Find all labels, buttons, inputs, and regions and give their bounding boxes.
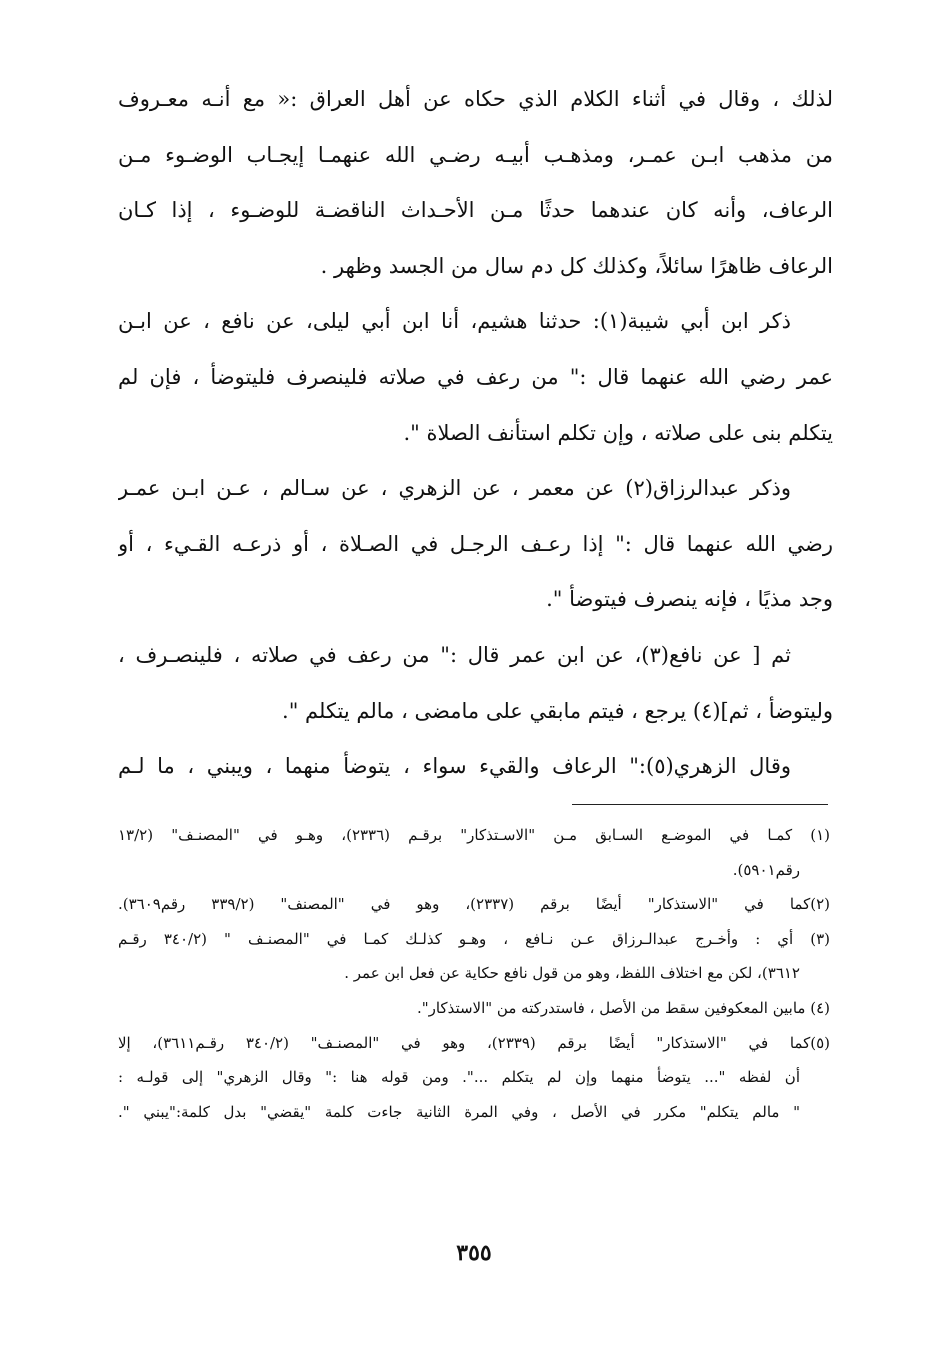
text-line: ذكر ابن أبي شيبة(١): حدثنا هشيم، أنا ابن أبي ليلى، عن نافع ، عن ابـن: [118, 309, 791, 334]
text-line: رضي الله عنهما قال :" إذا رعـف الرجـل في الصـلاة ، أو ذرعـه القـيء ، أو: [118, 531, 833, 556]
text-line: وليتوضأ ، ثم](٤) يرجع ، فيتم مابقي على مامضى ، مالم يتكلم ".: [282, 698, 833, 723]
text-line: لذلك ، وقال في أثناء الكلام الذي حكاه عن أهل العراق :« مع أنـه معـروف: [118, 87, 833, 111]
text-line: عمر رضي الله عنهما قال :" من رعف في صلاته فلينصرف فليتوضأ ، فإن لم: [118, 364, 833, 389]
footnote-line: (٤) مابين المعكوفين سقط من الأصل ، فاستدركته من "الاستذكار".: [416, 998, 830, 1017]
text-line: وقال الزهري(٥):" الرعاف والقيء سواء ، يتوضأ منهما ، ويبني ، ما لـم: [118, 754, 792, 779]
footnotes: [118, 818, 830, 1129]
footnote-line: (٢)كما في "الاستذكار" أيضًا برقم (٢٣٣٧)، وهو في "المصنف" (٣٣٩/٢ رقم٣٦٠٩).: [118, 895, 830, 914]
page-number: ٣٥٥: [456, 1240, 492, 1266]
footnote-line: " مالم يتكلم" مكرر في الأصل ، وفي المرة الثانية جاءت كلمة "يقضي" بدل كلمة:"يبني ".: [118, 1102, 800, 1121]
footnote-line: (٣) أي : وأخـرج عبدالـرزاق عـن نـافع ، وهـو كذلـك كمـا في "المصنـف " (٣٤٠/٢ رقـم: [118, 929, 830, 948]
text-line: يتكلم بنى على صلاته ، وإن تكلم استأنف الصلاة ".: [403, 420, 833, 445]
text-line: ثم [ عن نافع(٣)، عن ابن عمر قال :" من رعف في صلاته ، فلينصـرف ،: [118, 642, 791, 667]
text-line: من مذهب ابـن عمـر، ومذهـب أبيـه رضـي الله عنهمـا إيجـاب الوضـوء مـن: [118, 142, 833, 167]
footnote-line: أن لفظه "... يتوضأ منهما وإن لم يتكلم ...". ومن قوله هنا :" وقال الزهري" إلى قولـه :: [118, 1068, 800, 1087]
footnote-line: (١) كمـا في الموضـع السـابق مـن "الاسـتذكار" برقـم (٢٣٣٦)، وهـو في "المصنـف" (١٣/٢: [118, 826, 830, 844]
text-line: الرعاف ظاهرًا سائلاً، وكذلك كل دم سال من الجسد وظهر .: [320, 253, 833, 278]
footnote-divider: [572, 804, 828, 805]
text-line: الرعاف، وأنه كان عندهما حدثًا مـن الأحـداث الناقضـة للوضـوء ، إذا كـان: [118, 198, 833, 223]
text-line: وذكر عبدالرزاق(٢) عن معمر ، عن الزهري ، عن سـالم ، عـن ابـن عمـر: [118, 476, 791, 501]
footnote-line: رقم٥٩٠١).: [732, 860, 800, 879]
text-line: وجد مذيًا ، فإنه ينصرف فيتوضأ ".: [546, 587, 833, 612]
main-text: [118, 72, 833, 795]
footnote-line: (٥)كما في "الاستذكار" أيضًا برقم (٢٣٣٩)، وهو في "المصنـف" (٣٤٠/٢ رقـم٣٦١١)، إلا: [118, 1033, 830, 1052]
footnote-line: ٣٦١٢)، لكن مع اختلاف اللفظ، وهو من قول نافع حكاية عن فعل ابن عمر .: [344, 964, 800, 983]
